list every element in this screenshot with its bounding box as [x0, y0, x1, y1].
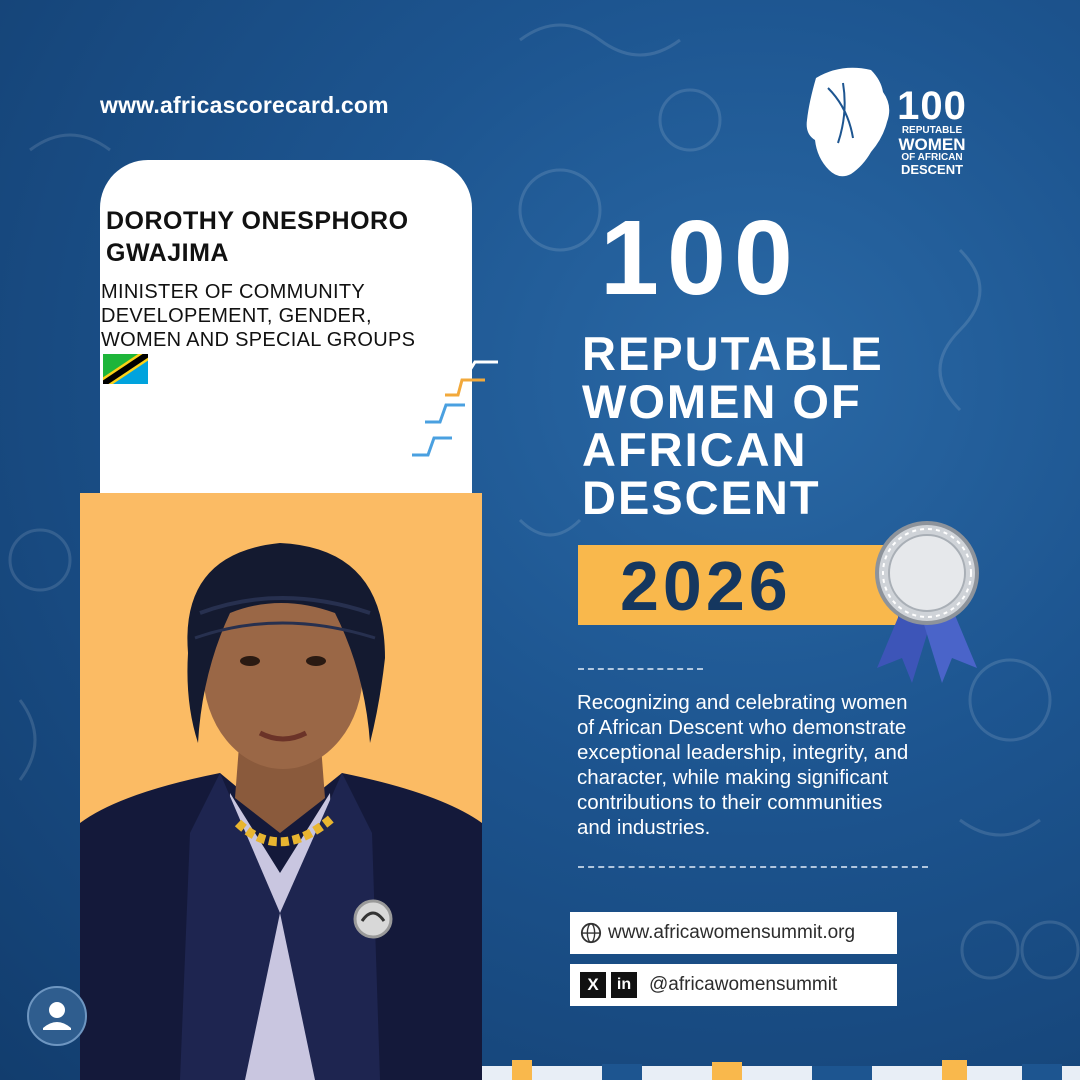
logo-line3: OF AFRICAN [901, 152, 963, 163]
headline-line-1: REPUTABLE [582, 327, 884, 380]
logo-line4: DESCENT [900, 162, 964, 177]
divider-long [578, 866, 928, 868]
description-line-3: exceptional leadership, integrity, and [577, 741, 909, 764]
honoree-role-line2: DEVELOPEMENT, GENDER, [101, 305, 372, 327]
headline-line-2: WOMEN OF [582, 375, 862, 428]
honoree-role-line3: WOMEN AND SPECIAL GROUPS [101, 329, 416, 351]
x-icon[interactable]: X [580, 972, 606, 998]
description-line-1: Recognizing and celebrating women [577, 691, 908, 714]
logo-line2: WOMEN [898, 135, 966, 154]
social-box[interactable] [570, 964, 897, 1006]
user-icon [29, 988, 85, 1044]
portrait-panel [80, 493, 482, 1080]
website-box[interactable] [570, 912, 897, 954]
description-line-5: contributions to their communities [577, 791, 883, 814]
honoree-name-line2: GWAJIMA [106, 239, 229, 267]
globe-icon [580, 922, 602, 944]
honoree-name [106, 205, 409, 269]
logo-number: 100 [897, 84, 967, 128]
description-line-2: of African Descent who demonstrate [577, 716, 907, 739]
headline-number: 100 [600, 199, 801, 317]
bottom-decorative-strip [482, 1060, 1080, 1080]
headline-line-4: DESCENT [582, 471, 821, 524]
description-line-4: character, while making significant [577, 766, 889, 789]
description [577, 690, 987, 840]
decorative-zigzag [410, 360, 505, 460]
headline-title [582, 327, 884, 524]
honoree-name-line1: DOROTHY ONESPHORO [106, 207, 409, 235]
year-label: 2026 [620, 547, 792, 625]
medal-icon [862, 518, 992, 683]
portrait-illustration [80, 493, 482, 1080]
honoree-role [101, 280, 415, 352]
header-website[interactable]: www.africascorecard.com [100, 92, 389, 118]
description-line-6: and industries. [577, 816, 711, 839]
logo-text [893, 86, 971, 176]
headline-line-3: AFRICAN [582, 423, 808, 476]
profile-button[interactable] [27, 986, 87, 1046]
website-link[interactable]: www.africawomensummit.org [608, 922, 856, 943]
tanzania-flag [103, 354, 148, 384]
logo-line1: REPUTABLE [901, 125, 963, 136]
honoree-role-line1: MINISTER OF COMMUNITY [101, 281, 366, 303]
social-handle[interactable]: @africawomensummit [649, 974, 838, 995]
divider-short [578, 668, 703, 670]
linkedin-icon[interactable]: in [611, 972, 637, 998]
